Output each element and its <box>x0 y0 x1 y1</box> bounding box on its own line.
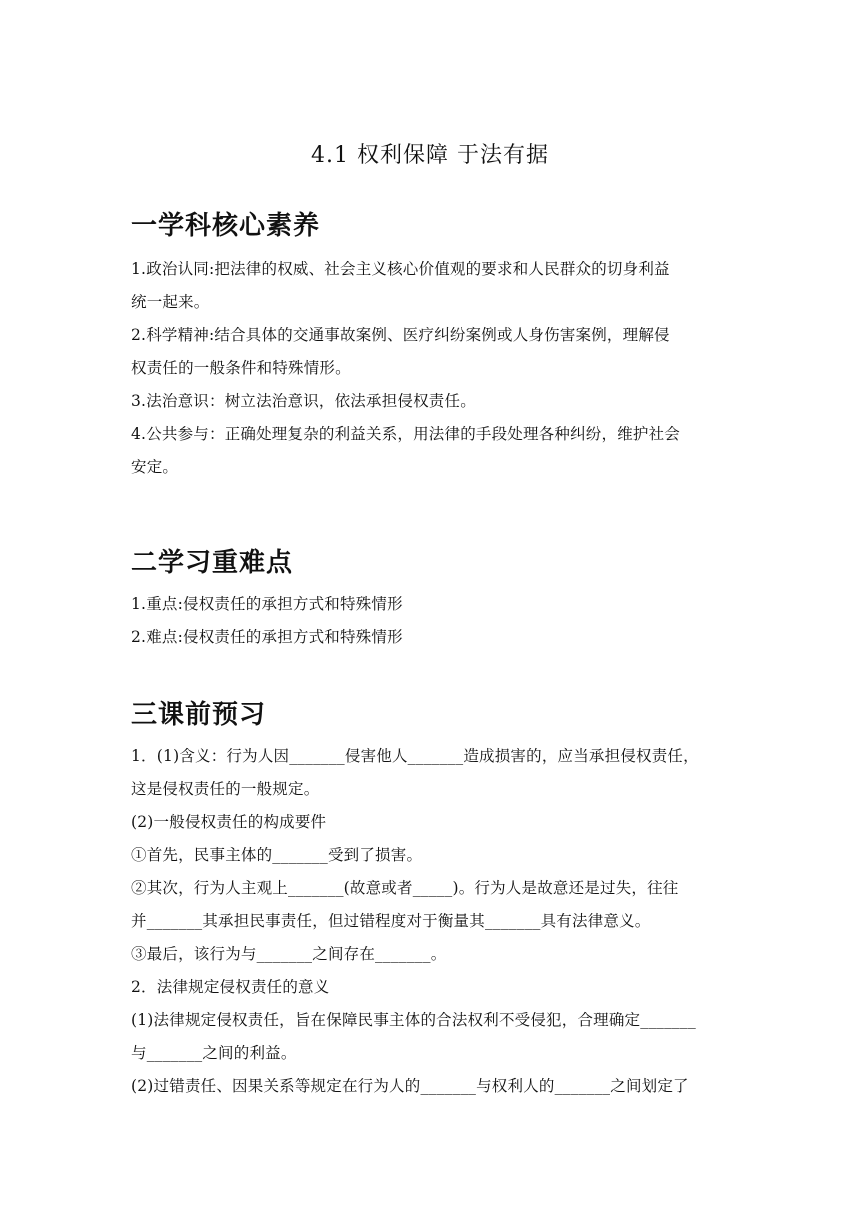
preview-line: ③最后，该行为与_______之间存在_______。 <box>131 945 447 963</box>
preview-line: 并_______其承担民事责任，但过错程度对于衡量其_______具有法律意义。 <box>131 912 651 930</box>
preview-line: 2．法律规定侵权责任的意义 <box>131 978 330 996</box>
key-difficulties-list <box>131 588 731 654</box>
preview-line: (1)法律规定侵权责任，旨在保障民事主体的合法权利不受侵犯，合理确定_______ <box>131 1011 696 1029</box>
preview-line: 与_______之间的利益。 <box>131 1044 297 1062</box>
list-item-continuation: 权责任的一般条件和特殊情形。 <box>131 359 351 377</box>
preview-line: 这是侵权责任的一般规定。 <box>131 780 320 798</box>
preview-line: (2)一般侵权责任的构成要件 <box>131 813 327 831</box>
list-item-continuation: 统一起来。 <box>131 293 210 311</box>
list-item: 2.难点:侵权责任的承担方式和特殊情形 <box>131 628 403 646</box>
list-item-continuation: 安定。 <box>131 458 179 476</box>
preview-line: ①首先，民事主体的_______受到了损害。 <box>131 846 423 864</box>
list-item: 3.法治意识：树立法治意识，依法承担侵权责任。 <box>131 392 476 410</box>
list-item: 1.重点:侵权责任的承担方式和特殊情形 <box>131 595 403 613</box>
preview-line: 1．(1)含义：行为人因_______侵害他人_______造成损害的，应当承担侵权责任， <box>131 747 699 765</box>
section-heading-key-difficulties: 二学习重难点 <box>131 548 294 578</box>
list-item: 4.公共参与：正确处理复杂的利益关系，用法律的手段处理各种纠纷，维护社会 <box>131 425 680 443</box>
list-item: 1.政治认同:把法律的权威、社会主义核心价值观的要求和人民群众的切身利益 <box>131 260 670 278</box>
preview-line: (2)过错责任、因果关系等规定在行为人的_______与权利人的_______之间划定了 <box>131 1077 689 1095</box>
preview-line: ②其次，行为人主观上_______(故意或者_____)。行为人是故意还是过失，往往 <box>131 879 679 897</box>
preview-content <box>131 740 741 1103</box>
list-item: 2.科学精神:结合具体的交通事故案例、医疗纠纷案例或人身伤害案例，理解侵 <box>131 326 670 344</box>
core-literacy-list <box>131 253 731 484</box>
page-title: 4.1 权利保障 于法有据 <box>311 143 549 168</box>
section-heading-core-literacy: 一学科核心素养 <box>131 211 321 241</box>
section-heading-preview: 三课前预习 <box>131 700 267 730</box>
